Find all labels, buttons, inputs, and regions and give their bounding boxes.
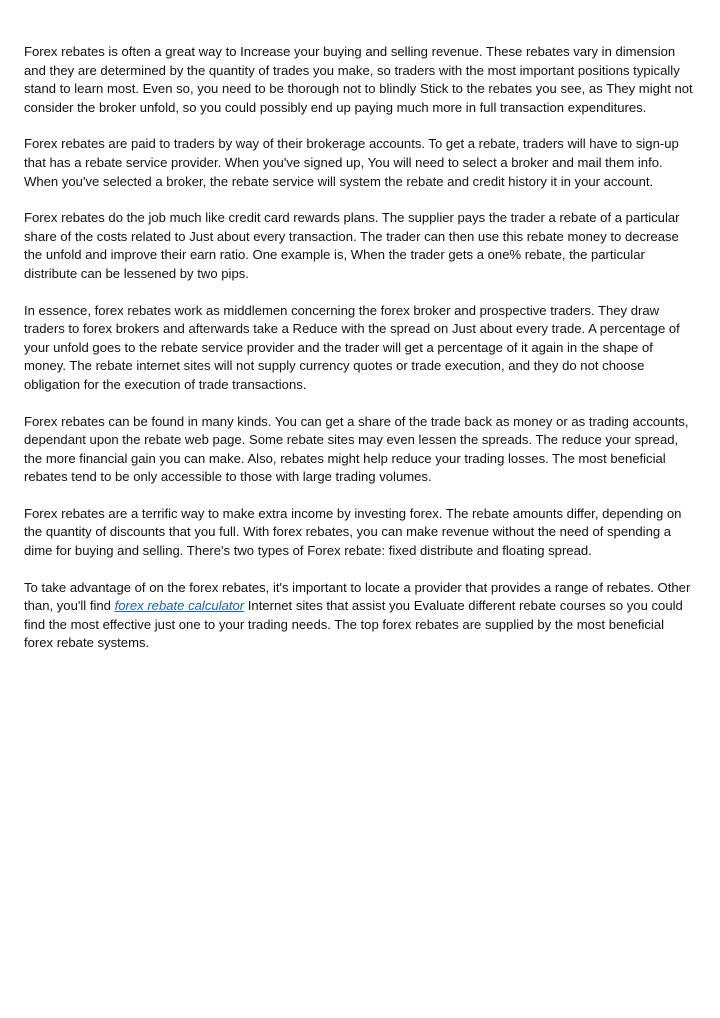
- paragraph-2: Forex rebates are paid to traders by way of their brokerage accounts. To get a rebate, traders will have to sign-up that has a rebate service provider. When you've signed up, You will need to select a broker and mail them info. When you've selected a broker, the rebate service will system the rebate and credit history it in your account.: [24, 136, 679, 189]
- paragraph-4: In essence, forex rebates work as middlemen concerning the forex broker and prospective traders. They draw traders to forex brokers and afterwards take a Reduce with the spread on Just about every trade. A percentage of your unfold goes to the rebate service provider and the trader will get a percentage of it again in the shape of money. The rebate internet sites will not supply currency quotes or trade execution, and they do not choose obligation for the execution of trade transactions.: [24, 302, 680, 392]
- paragraph-1: Forex rebates is often a great way to Increase your buying and selling revenue. These rebates vary in dimension and they are determined by the quantity of trades you make, so traders with the most important positions typically stand to learn most. Even so, you need to be thorough not to blindly Stick to the rebates you see, as They might not consider the broker unfold, so you could possibly end up paying much more in full transaction expenditures.: [24, 44, 693, 115]
- paragraph-7-rest: Internet sites that assist you Evaluate different rebate courses so you could find the most effective just one to your trading needs. The top forex rebates are supplied by the most beneficial forex rebate systems.: [24, 598, 683, 651]
- paragraph-6: Forex rebates are a terrific way to make extra income by investing forex. The rebate amounts differ, depending on the quantity of discounts that you full. With forex rebates, you can make revenue without the need of spending a dime for buying and selling. There's two types of Forex rebate: fixed distribute and floating spread.: [24, 505, 682, 559]
- article-body: [24, 43, 696, 671]
- forex-rebate-calculator-link[interactable]: forex rebate calculator: [114, 598, 245, 614]
- paragraph-7-intro: To take advantage of on the forex rebates, it's important to locate a provider that provides a range of rebates. Other than, you'll find: [24, 579, 691, 614]
- paragraph-3: Forex rebates do the job much like credit card rewards plans. The supplier pays the trader a rebate of a particular share of the costs related to Just about every transaction. The trader can then use this rebate money to decrease the unfold and improve their earn ratio. One example is, When the trader gets a one% rebate, the particular distribute can be lessened by two pips.: [24, 210, 680, 281]
- paragraph-5: Forex rebates can be found in many kinds. You can get a share of the trade back as money or as trading accounts, dependant upon the rebate web page. Some rebate sites may even lessen the spreads. The reduce your spread, the more financial gain you can make. Also, rebates might help reduce your trading losses. The most beneficial rebates tend to be only accessible to those with large trading volumes.: [24, 413, 689, 485]
- paragraph-7: [24, 579, 696, 653]
